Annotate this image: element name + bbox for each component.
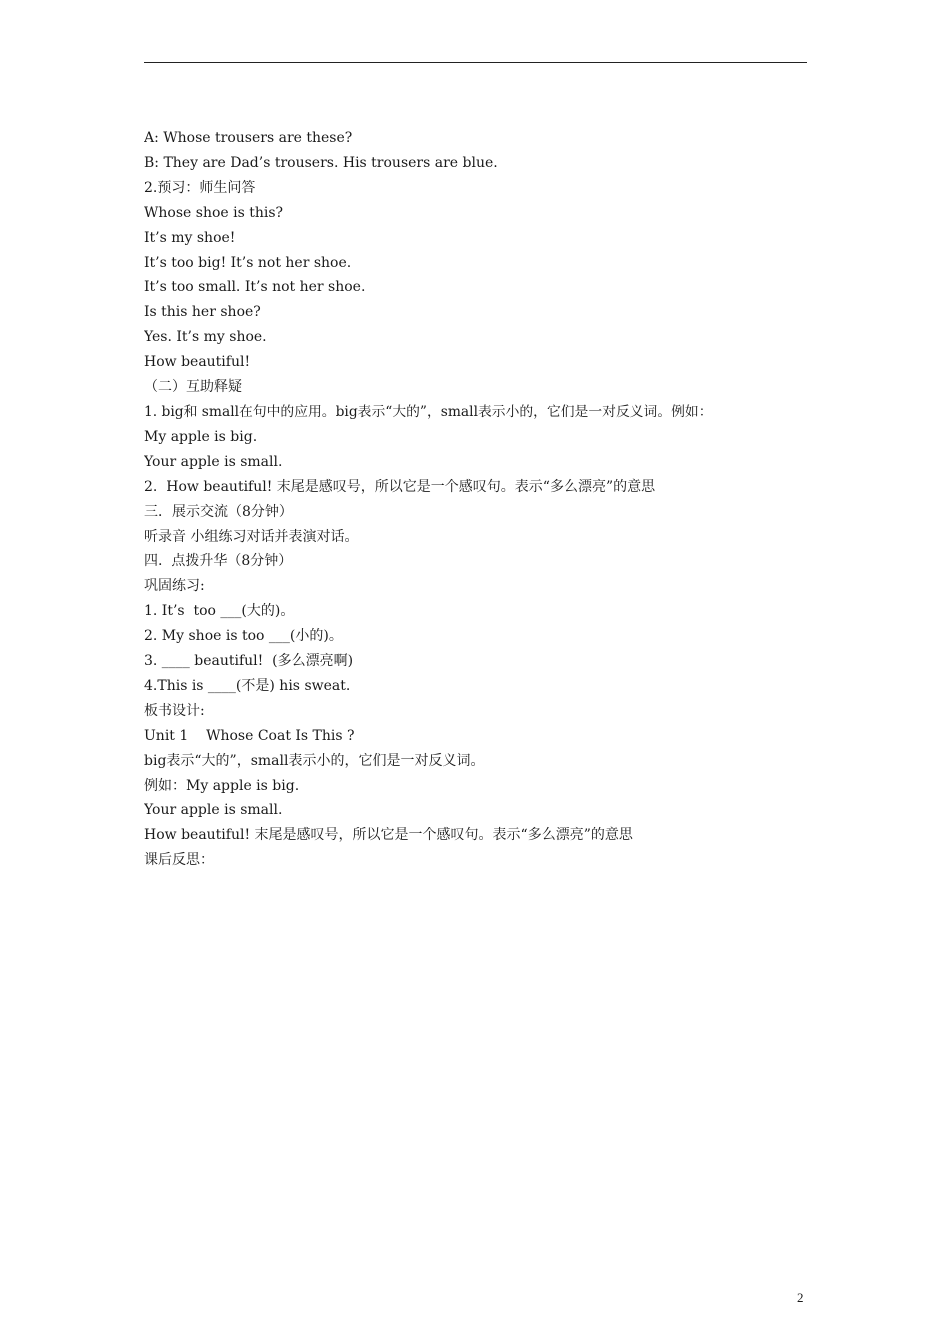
page-number: 2 [797, 1290, 804, 1305]
text-line: It’s my shoe! [144, 229, 236, 246]
header-rule [144, 62, 807, 63]
text-line: Yes. It’s my shoe. [144, 329, 267, 346]
explanation-paragraph: 1. big和 small在句中的应用。big表示“大的”，small表示小的，它们是一对反义词。例如： [144, 403, 713, 420]
text-line: Your apple is small. [144, 453, 283, 470]
text-line: 例如：My apple is big. [144, 777, 300, 794]
text-line: How beautiful! [144, 354, 251, 371]
dialogue-line-a: A: Whose trousers are these? [144, 130, 353, 146]
section-heading-preview: 2.预习：师生问答 [144, 179, 256, 196]
section-heading-upgrade: 四. 点拨升华（8分钟） [144, 553, 293, 570]
unit-title: Unit 1 Whose Coat Is This ? [144, 727, 355, 744]
dialogue-line-b: B: They are Dad’s trousers. His trousers are blue. [144, 154, 498, 171]
section-heading-mutual-help: （二）互助释疑 [144, 379, 242, 396]
exercise-heading: 巩固练习: [144, 578, 205, 595]
text-line: big表示“大的”，small表示小的，它们是一对反义词。 [144, 752, 485, 769]
exercise-item: 1. It’s too ___(大的)。 [144, 603, 295, 620]
text-line: It’s too big! It’s not her shoe. [144, 254, 352, 271]
text-line: Is this her shoe? [144, 304, 261, 321]
document-body [144, 126, 808, 873]
reflection-heading: 课后反思： [144, 852, 214, 869]
exercise-item: 3. ____ beautiful! (多么漂亮啊) [144, 653, 354, 670]
exercise-item: 2. My shoe is too ___(小的)。 [144, 628, 343, 645]
exercise-item: 4.This is ____(不是) his sweat. [144, 677, 351, 694]
text-line: Whose shoe is this? [144, 204, 284, 221]
text-line: It’s too small. It’s not her shoe. [144, 279, 366, 296]
text-line: 听录音 小组练习对话并表演对话。 [144, 528, 359, 545]
text-line: How beautiful! 末尾是感叹号，所以它是一个感叹句。表示“多么漂亮”的意思 [144, 827, 633, 844]
board-design-heading: 板书设计: [144, 702, 205, 719]
explanation-line: 2. How beautiful! 末尾是感叹号，所以它是一个感叹句。表示“多么漂亮”的意思 [144, 478, 656, 495]
text-line: My apple is big. [144, 428, 258, 445]
section-heading-exchange: 三．展示交流（8分钟） [144, 503, 293, 520]
text-line: Your apple is small. [144, 802, 283, 819]
